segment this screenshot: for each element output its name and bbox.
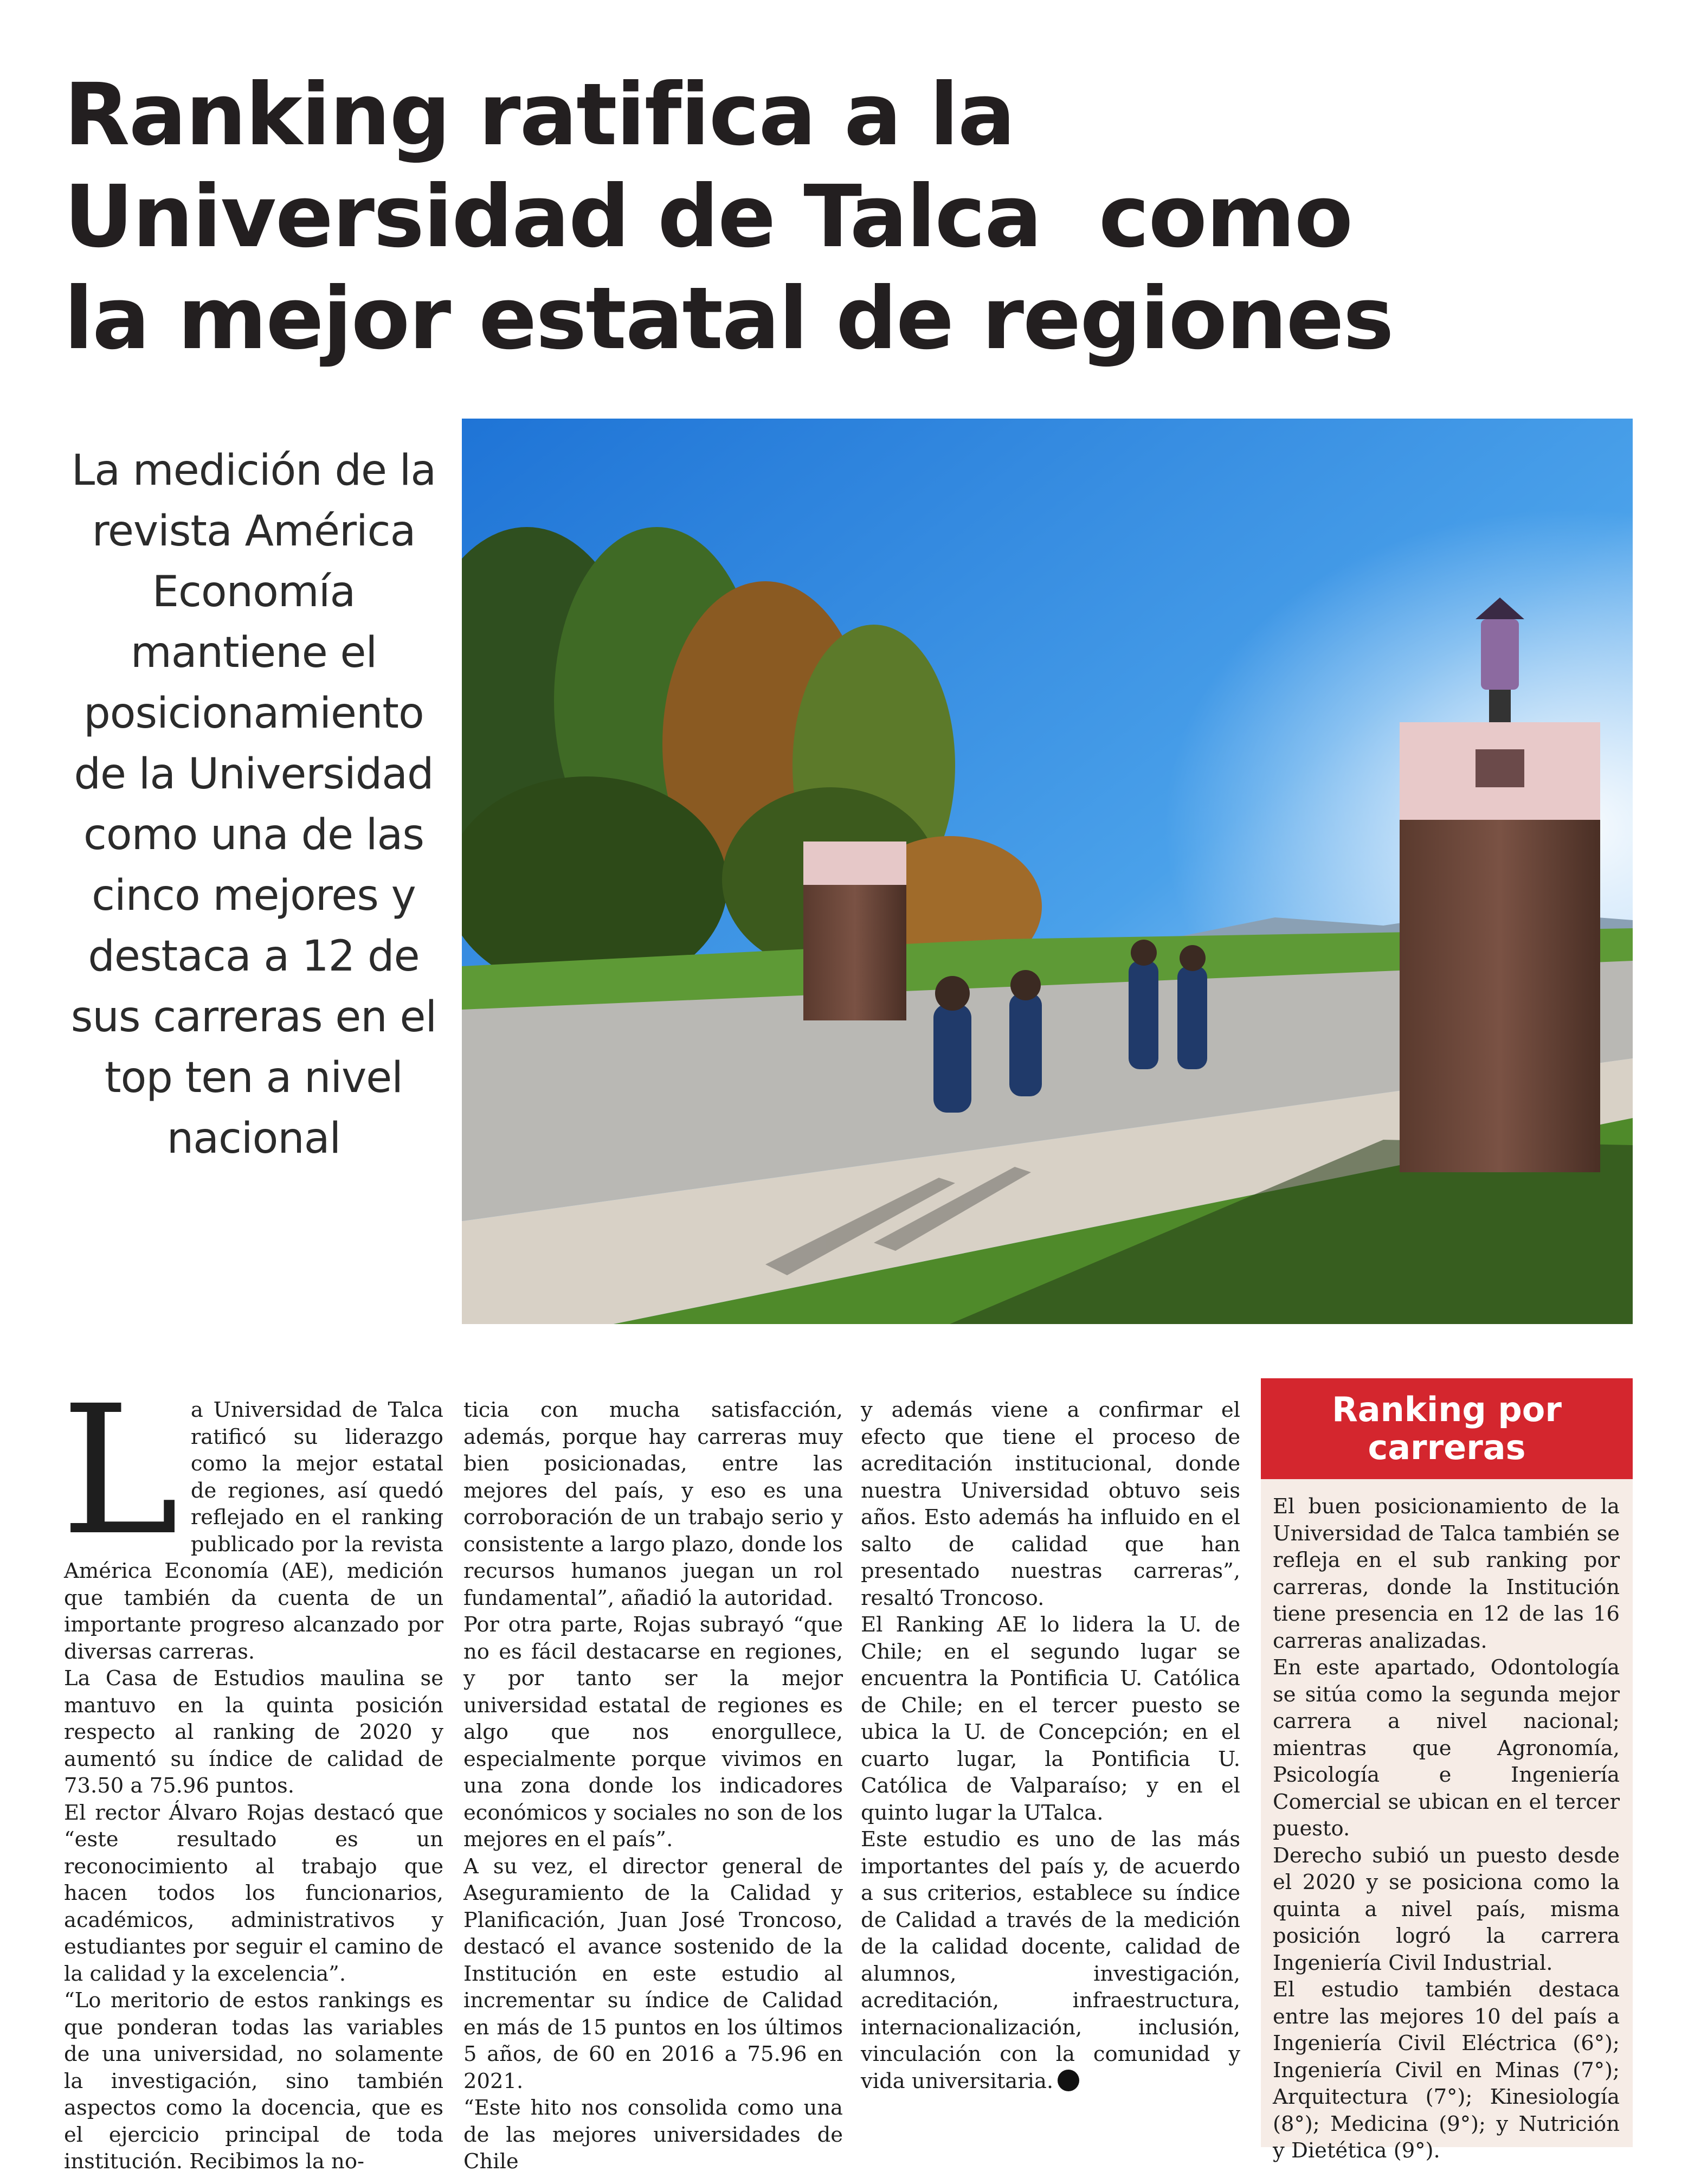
- article-paragraph: El Ranking AE lo lidera la U. de Chile; en el segundo lugar se encuentra la Pontificia U. Católica de Chile; en el tercer puesto se ubica la U. de Concepción; en el cuarto lugar, la Pontificia U. Católica de Valparaíso; y en el quinto lugar la UTalca.: [861, 1613, 1240, 1825]
- article-column-3: [861, 1397, 1240, 2095]
- headline-line-2: Universidad de Talca como: [64, 167, 1352, 267]
- sidebar-paragraph: Derecho subió un puesto desde el 2020 y se posiciona como la quinta a nivel país, misma posición logró la carrera Ingeniería Civil Industrial.: [1273, 1843, 1620, 1975]
- headline-line-1: Ranking ratifica a la: [64, 65, 1015, 165]
- article-paragraph: “Lo meritorio de estos rankings es que ponderan todas las variables de una universidad, no solamente la investigación, sino también aspectos como la docencia, que es el ejercicio principal de toda institución. Recibimos la no-: [64, 1988, 443, 2174]
- article-paragraph: El rector Álvaro Rojas destacó que “este resultado es un reconocimiento al trabajo que hacen todos los funcionarios, académicos, administrativos y estudiantes por seguir el camino de la calidad y la excelencia”.: [64, 1800, 443, 1986]
- sidebar-paragraph: El estudio también destaca entre las mejores 10 del país a Ingeniería Civil Eléctrica (6°); Ingeniería Civil en Minas (7°); Arquitectura (7°); Kinesiología (8°); Medicina (9°); y Nutrición y Dietética (9°).: [1273, 1977, 1620, 2163]
- article-paragraph: Por otra parte, Rojas subrayó “que no es fácil destacarse en regiones, y por tanto ser la mejor universidad estatal de regiones es algo que nos enorgullece, especialmente porque vivimos en una zona donde los indicadores económicos y sociales no son de los mejores en el país”.: [463, 1613, 843, 1852]
- article-column-1: [61, 1368, 443, 2175]
- end-mark-icon: [1058, 2070, 1079, 2091]
- headline-line-3: la mejor estatal de regiones: [64, 269, 1393, 369]
- article-paragraph: La Casa de Estudios maulina se mantuvo en la quinta posición respecto al ranking de 2020 y aumentó su índice de calidad de 73.50 a 75.96 puntos.: [64, 1666, 443, 1798]
- article-paragraph: A su vez, el director general de Aseguramiento de la Calidad y Planificación, Juan José Troncoso, destacó el avance sostenido de la Institución en este estudio al incrementar su índice de Calidad en más de 15 puntos en los últimos 5 años, de 60 en 2016 a 75.96 en 2021.: [463, 1854, 843, 2093]
- sidebar-box: [1261, 1378, 1633, 2163]
- article-paragraph: a Universidad de Talca ratificó su liderazgo como la mejor estatal de regiones, así quedó reflejado en el ranking publicado por la revista América Economía (AE), medición que también da cuenta de un importante progreso alcanzado por diversas carreras.: [64, 1398, 443, 1664]
- sidebar-paragraph: El buen posicionamiento de la Universidad de Talca también se refleja en el sub ranking por carreras, donde la Institución tiene presencia en 12 de las 16 carreras analizadas.: [1273, 1494, 1620, 1653]
- article-paragraph-text: Este estudio es uno de las más importantes del país y, de acuerdo a sus criterios, establece su índice de Calidad a través de la medición de la calidad docente, calidad de alumnos, investigación, acreditación, infraestructura, internacionalización, inclusión, vinculación con la comunidad y vida universitaria.: [861, 1827, 1240, 2093]
- sidebar-title: [1261, 1378, 1633, 1479]
- article-paragraph: [861, 1826, 1240, 2095]
- campus-gate-photo: [462, 419, 1633, 1324]
- article-paragraph: “Este hito nos consolida como una de las mejores universidades de Chile: [463, 2096, 843, 2174]
- sidebar-title-line-1: Ranking por: [1332, 1390, 1562, 1429]
- article-paragraph: y además viene a confirmar el efecto que tiene el proceso de acreditación institucional, donde nuestra Universidad obtuvo seis años. Esto además ha influido en el salto de calidad que han presentado nuestras carreras”, resaltó Troncoso.: [861, 1398, 1240, 1610]
- sidebar-title-line-2: carreras: [1368, 1428, 1526, 1467]
- sidebar-body: [1261, 1479, 1633, 2164]
- drop-cap: L: [61, 1368, 179, 1575]
- article-paragraph: ticia con mucha satisfacción, además, porque hay carreras muy bien posicionadas, entre las mejores del país, y eso es una corroboración de un trabajo serio y consistente a largo plazo, donde los recursos humanos juegan un rol fundamental”, añadió la autoridad.: [463, 1398, 843, 1610]
- sidebar-paragraph: En este apartado, Odontología se sitúa como la segunda mejor carrera a nivel nacional; mientras que Agronomía, Psicología e Ingeniería Comercial se ubican en el tercer puesto.: [1273, 1655, 1620, 1841]
- article-column-2: [463, 1397, 843, 2175]
- subhead: La medición de la revista América Economía mantiene el posicionamiento de la Universidad como una de las cinco mejores y destaca a 12 de sus carreras en el top ten a nivel nacional: [70, 446, 437, 1163]
- headline: [64, 64, 1528, 370]
